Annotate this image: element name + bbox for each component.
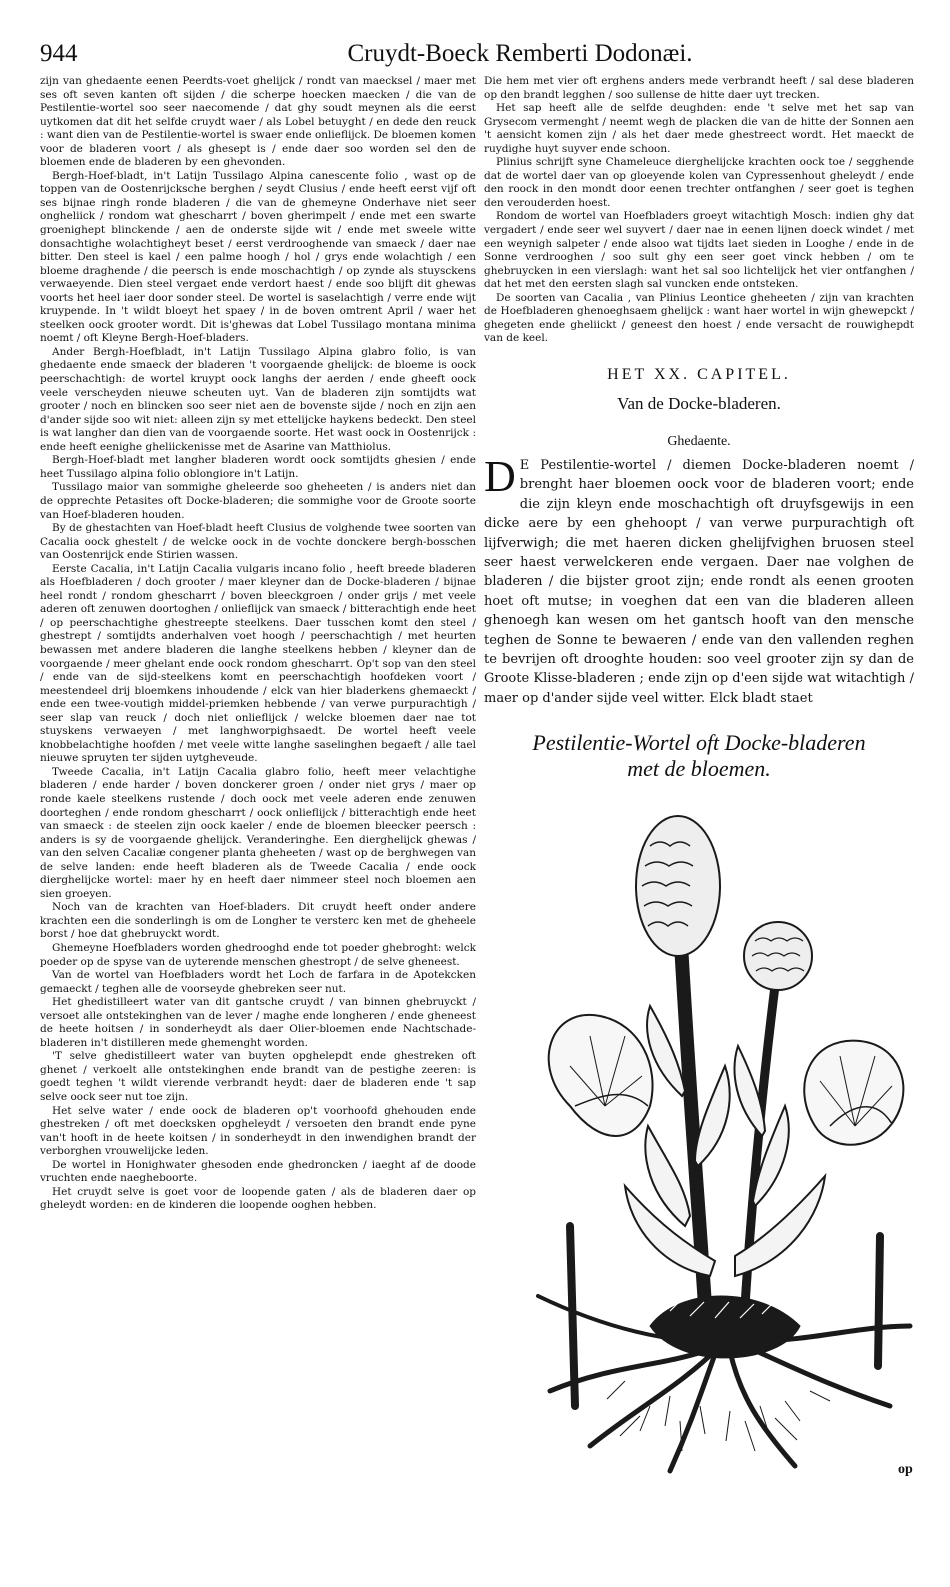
second-flower-head: [744, 922, 812, 990]
paragraph: Ander Bergh-Hoefbladt, in't Latijn Tussilago Alpina glabro folio, is van ghedaente ende smaeck der bladeren 't voorgaende ghelijck: de bloeme is oock peerschachtigh: de wortel kruypt oock langhs der aerden / ende gheeft oock veele verscheyden nieuwe scheuten uyt. Van de bladeren zijn somtijdts wat grooter / noch en blincken soo seer niet aen de bovenste sijde / noch en zijn aen d'ander sijde soo wit niet: alleen zijn sy met ettelijcke haykens bedeckt. Den steel is wat langher dan dien van de voorgaende soorte. Het wast oock in Oostenrijck : ende heeft eenighe gheliickenisse met de Asarine van Matthiolus.: [40, 345, 476, 453]
figure-caption: [484, 730, 914, 782]
paragraph: Tweede Cacalia, in't Latijn Cacalia glabro folio, heeft meer velachtighe bladeren / ende harder / boven donckerer groen / onder niet grys / maer op ronde kaele steelkens rustende / doch oock met veele aderen ende zenuwen doorteghen / ende rondom ghescharrt / oock onlieflijck / bitterachtigh ende heet van smaeck : de steelen zijn oock kaeler / ende de bloemen bleecker peersch : anders is sy de voorgaende ghelijck. Veranderinghe. Een dierghelijck ghewas / van den selven Cacaliæ congener planta gheheeten / wast op de berghwegen van de selve landen: ende heeft bladeren als de Tweede Cacalia / ende oock dierghelijcke wortel: maer hy en heeft daer nimmeer steel noch bloemen aen sien groeyen.: [40, 765, 476, 900]
running-title: Cruydt-Boeck Remberti Dodonæi.: [347, 40, 693, 67]
leaf-right: [804, 1041, 903, 1145]
paragraph: Bergh-Hoef-bladt, in't Latijn Tussilago Alpina canescente folio , wast op de toppen van de Oostenrijcksche berghen / seydt Clusius / ende heeft eerst vijf oft ses bijnae ringh ronde bladeren / die van de ghemeyne Onderhave niet seer ongheliick / rondom wat ghescharrt / boven gherimpelt / ende met een swarte groenighept blinckende / aen de onderste sijde wit / ende met sweele witte donsachtighe wolachtigheyt beset / eerst verdrooghende van smaeck / daer nae bitter. Den steel is kael / een palme hoogh / hol / grys ende wolachtigh / een bloeme draghende / die peersch is ende moschachtigh / op zynde als stuysckens verwaeyende. Dien steel vergaet ende verdort haest / ende soo blijft dit ghewas voorts het heel iaer door sonder steel. De wortel is saselachtigh / verre ende wijt kruypende. In 't wildt bloeyt het spaey / in de boven omtrent April / waer het steelken oock grooter wordt. Dit is'ghewas dat Lobel Tussilago montana minima noemt / oft Kleyne Bergh-Hoef-bladers.: [40, 169, 476, 345]
lead-text: E Pestilentie-wortel / diemen Docke-bladeren noemt / brenght haer bloemen oock voor de bladeren voort; ende die zijn kleyn ende moschachtigh oft druyfsgewijs in een dicke aere by een ghehoopt / van verwe purpurachtigh oft lijfverwigh; die met haeren dicken ghelijfvighen bruosen steel seer haest verwelckeren ende vergaen. Daer nae volghen de bladeren / die bijster groot zijn; ende rondt als eenen grooten hoet oft mutse; in voeghen dat een van die bladeren alleen ghenoegh kan wesen om het gantsch hooft van den mensche teghen de Sonne te bewaeren / ende van den vallenden reghen te bevrijen oft drooghte houden: soo veel grooter zijn sy dan de Groote Klisse-bladeren ; ende zijn op d'een sijde wat witachtigh / maer op d'ander sijde veel witter. Elck bladt staet: [484, 457, 914, 706]
paragraph: Het cruydt selve is goet voor de loopende gaten / als de bladeren daer op gheleydt worden: en de kinderen die loopende ooghen hebben.: [40, 1185, 476, 1212]
paragraph: Ghemeyne Hoefbladers worden ghedrooghd ende tot poeder ghebroght: welck poeder op de spyse van de uyterende menschen ghestropt / de selve gheneest.: [40, 942, 476, 968]
leaf-left: [549, 1015, 653, 1136]
paragraph: Plinius schrijft syne Chameleuce dierghelijcke krachten oock toe / segghende dat de wortel daer van op gloeyende kolen van Cypressenhout gheleydt / ende den roock in den mondt door eenen trechter ontfanghen / seer goet is teghen den verouderden hoest.: [484, 156, 914, 209]
root-crown: [650, 1296, 800, 1358]
stem-bracts: [625, 1006, 825, 1276]
figure-caption-line-2: met de bloemen.: [627, 756, 771, 782]
section-heading: Ghedaente.: [667, 433, 731, 449]
chapter-title: Van de Docke-bladeren.: [617, 393, 781, 413]
page-number: 944: [40, 40, 78, 67]
paragraph: De wortel in Honighwater ghesoden ende ghedroncken / iaeght af de doode vruchten ende naegheboorte.: [40, 1158, 476, 1185]
lead-paragraph: [484, 451, 914, 708]
paragraph: 'T selve ghedistilleert water van buyten opghelepdt ende ghestreken oft ghenet / verkoelt alle ontstekinghen ende brandt van de pestighe zeeren: is goedt teghen 't wildt vierende verbrandt heydt: daer de bladeren ende 't sap selve oock seer nut toe zijn.: [40, 1050, 476, 1104]
paragraph: Van de wortel van Hoefbladers wordt het Loch de farfara in de Apotekcken gemaeckt / teghen alle de voorseyde ghebreken seer nut.: [40, 969, 476, 995]
paragraph: Die hem met vier oft erghens anders mede verbrandt heeft / sal dese bladeren op den brandt legghen / soo sullense de hitte daer uyt trecken.: [484, 75, 914, 101]
left-column: [40, 75, 476, 1515]
paragraph: De soorten van Cacalia , van Plinius Leontice gheheeten / zijn van krachten de Hoefbladeren ghenoeghsaem ghelijck : want haer wortel in wijn ghewepckt / ghegeten ende gheliickt / geneest den hoest / ende versacht de rouwighepdt van de keel.: [484, 291, 914, 345]
paragraph: zijn van ghedaente eenen Peerdts-voet ghelijck / rondt van maecksel / maer met ses oft seven kanten oft sijden / die scherpe hoecken maecken / die van de Pestilentie-wortel soo seer naecomende / dat ghy soudt meynen als die eerst uytkomen dat dit het selfde cruydt waer / als Lobel betuyght / en dede den reuck : want dien van de Pestilentie-wortel is swaer ende onlieflijck. De bloemen komen voor de bladeren voort / als ghesept is / ende daer soo worden sel den de bloemen ende de bladeren by een ghevonden.: [40, 75, 476, 169]
plant-woodcut-illustration: [530, 806, 915, 1481]
flower-heads: [636, 816, 812, 990]
fine-rootlets: [607, 1381, 830, 1451]
paragraph: Rondom de wortel van Hoefbladers groeyt witachtigh Mosch: indien ghy dat vergadert / ende seer wel suyvert / daer nae in eenen lijnen doeck windet / met een weynigh salpeter / ende alsoo wat tijdts laet sieden in Looghe / ende in de Sonne verdrooghen / soo sult ghy een seer goet vinck hebben / om te ghebruycken in een vierslagh: want het sal soo lichtelijck het vier ontfanghen / dat het met den eersten slagh sal vuncken ende ontsteken.: [484, 210, 914, 291]
catchword: op: [898, 1462, 913, 1477]
paragraph: Het sap heeft alle de selfde deughden: ende 't selve met het sap van Grysecom vermenght / neemt wegh de placken die van de hitte der Sonnen aen 't aensicht komen zijn / als het daer mede ghestreect wordt. Het maeckt de ruydighe huyt suyver ende schoon.: [484, 102, 914, 155]
figure-caption-line-1: Pestilentie-Wortel oft Docke-bladeren: [532, 730, 866, 756]
paragraph: Bergh-Hoef-bladt met langher bladeren wordt oock somtijdts ghesien / ende heet Tussilago alpina folio oblongiore in't Latijn.: [40, 454, 476, 480]
paragraph: Eerste Cacalia, in't Latijn Cacalia vulgaris incano folio , heeft breede bladeren als Hoefbladeren / doch grooter / maer kleyner dan de Docke-bladeren / bijnae heel rondt / rondom ghescharrt / boven bleeckgroen / onder grijs / met veele aderen oft zenuwen doortoghen / onlieflijck van smaeck / bitterachtigh ende heet / op peerschachtighe ghestreepte steelkens. Daer tusschen komt den steel / ghestrept / somtijdts anderhalven voet hoogh / peerschachtigh / met heurten bewassen met andere bladeren die langhe steelkens hebben / kleyner dan de voorgaende / meer ghelant ende oock rondom ghescharrt. Op't sop van den steel / ende van de sijd-steelkens komt en peerschachtigh hoofdeken voort / meestendeel drij bloemkens inhoudende / elck van hier bladerkens ghemaeckt / ende een twee-voutigh middel-priemken hebbende / van verwe purpurachtigh / seer slap van reuck / doch niet onlieflijck / welcke bloemen daer nae tot stuyskens verwaeyen / met langhworpighsaedt. De wortel heeft veele knobbelachtighe hoofden / met veele witte langhe saselinghen begaeft / alle tael nieuwe spruyten ter sijden uytgheveude.: [40, 562, 476, 765]
paragraph: Het ghedistilleert water van dit gantsche cruydt / van binnen ghebruyckt / versoet alle ontstekinghen van de lever / maghe ende longheren / ende gheneest de heete hoitsen / in sonderheydt als daer Olier-bloemen ende Nachtschade-bladeren in't distilleren mede ghemenght worden.: [40, 996, 476, 1049]
drop-cap: D: [484, 451, 516, 501]
paragraph: Tussilago maior van sommighe gheleerde soo gheheeten / is anders niet dan de opprechte Petasites oft Docke-bladeren; die sommighe voor de Groote soorte van Hoef-bladeren houden.: [40, 481, 476, 521]
page-header: [40, 40, 920, 74]
paragraph: Het selve water / ende oock de bladeren op't voorhoofd ghehouden ende ghestreken / oft met doecksken opgheleydt / versoeten den brandt ende pyne van't hooft in de heete koitsen / in sonderheydt in den inwendighen brandt der verborghen vrouwelijcke leden.: [40, 1104, 476, 1158]
paragraph: By de ghestachten van Hoef-bladt heeft Clusius de volghende twee soorten van Cacalia oock ghestelt / de welcke oock in de vochte donckere bergh-bosschen van Oostenrijck ende Stirien wassen.: [40, 522, 476, 562]
main-flower-head: [636, 816, 720, 956]
chapter-heading: HET XX. CAPITEL.: [607, 365, 791, 383]
paragraph: Noch van de krachten van Hoef-bladers. Dit cruydt heeft onder andere krachten een die sonderlingh is om de Longher te versterc ken met de gheheele borst / hoe dat ghebruyckt wordt.: [40, 901, 476, 941]
